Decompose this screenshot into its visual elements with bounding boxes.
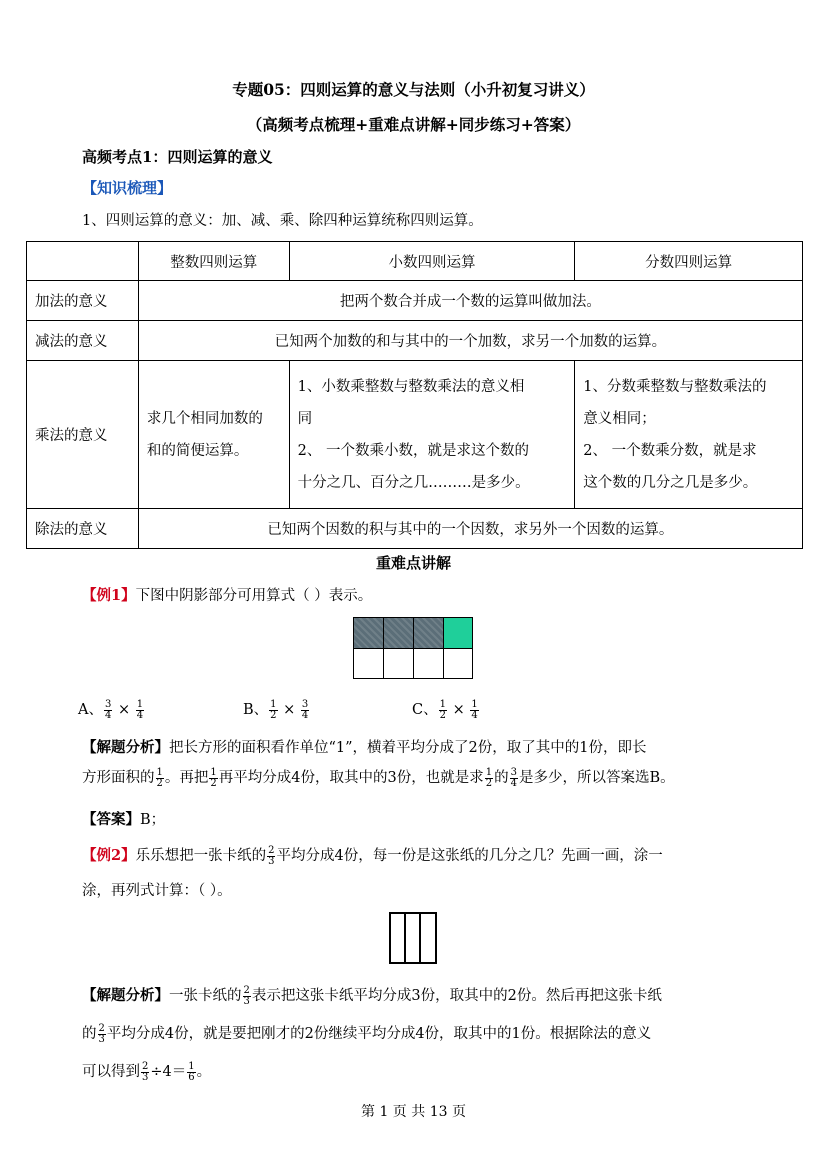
- numerator: 1: [471, 698, 478, 710]
- analysis-text: 的: [82, 1026, 97, 1042]
- question-text: 平均分成4份，每一份是这张纸的几分之几？先画一画，涂一: [276, 848, 663, 864]
- row-text-sub: 已知两个加数的和与其中的一个加数，求另一个加数的运算。: [138, 321, 802, 361]
- mul-fraction-line: 1、分数乘整数与整数乘法的: [583, 378, 767, 395]
- denominator: 2: [210, 777, 217, 789]
- example-1-question: [82, 584, 372, 605]
- mul-fraction-line: 意义相同；: [583, 410, 656, 427]
- mul-fraction-cell: [575, 361, 803, 509]
- mul-integer-line: 和的简便运算。: [146, 442, 249, 459]
- row-label-sub: 减法的意义: [27, 321, 139, 361]
- section-heading-1: 高频考点1：四则运算的意义: [82, 148, 273, 166]
- denominator: 4: [301, 709, 309, 721]
- times-sign: ×: [452, 702, 465, 718]
- numerator: 2: [142, 1060, 149, 1072]
- fraction: [439, 700, 447, 721]
- mul-decimal-line: 十分之几、百分之几………是多少。: [297, 474, 530, 491]
- mul-fraction-line: 2、 一个数乘分数，就是求: [583, 442, 757, 459]
- example-2-analysis-line-2: [82, 1022, 651, 1045]
- option-a: [78, 698, 145, 721]
- analysis-text: 的: [494, 770, 509, 786]
- divider-line: [404, 914, 406, 962]
- option-c: [412, 698, 480, 721]
- example-1-text: 下图中阴影部分可用算式（ ）表示。: [135, 588, 373, 604]
- fraction-two-thirds: [267, 846, 275, 867]
- fraction: [269, 700, 277, 721]
- analysis-text: ÷4＝: [150, 1064, 187, 1080]
- example-1-tag: 【例1】: [82, 587, 136, 604]
- numerator: 1: [270, 698, 277, 710]
- numerator: 2: [243, 984, 250, 996]
- numerator: 1: [188, 1060, 195, 1072]
- answer-text: B；: [140, 812, 166, 828]
- denominator: 4: [104, 709, 112, 721]
- grid-line: [443, 618, 444, 678]
- mul-decimal-line: 2、 一个数乘小数，就是求这个数的: [297, 442, 530, 459]
- fraction-three-quarters: [510, 768, 518, 789]
- analysis-text: 表示把这张卡纸平均分成3份，取其中的2份。然后再把这张卡纸: [251, 988, 662, 1004]
- denominator: 2: [439, 709, 446, 721]
- numerator: 1: [156, 766, 163, 778]
- analysis-tag: 【解题分析】: [82, 987, 169, 1004]
- option-a-label: A、: [78, 702, 103, 718]
- analysis-text: 是多少，所以答案选B。: [518, 770, 675, 786]
- mul-integer-cell: [138, 361, 289, 509]
- fraction-one-sixth: [187, 1062, 195, 1083]
- knowledge-tag: 【知识梳理】: [82, 179, 173, 197]
- numerator: 2: [98, 1022, 105, 1034]
- fraction: [136, 700, 144, 721]
- fraction: [104, 700, 112, 721]
- denominator: 3: [98, 1033, 105, 1045]
- mul-fraction-line: 这个数的几分之几是多少。: [583, 474, 758, 491]
- example-1-analysis-line-2: [82, 766, 675, 789]
- table-header-integer: 整数四则运算: [138, 242, 289, 281]
- example-2-analysis-line-1: [82, 984, 662, 1007]
- numerator: 3: [301, 698, 309, 710]
- row-label-div: 除法的意义: [27, 509, 139, 549]
- analysis-text: 把长方形的面积看作单位“1”，横着平均分成了2份，取了其中的1份，即长: [169, 740, 647, 756]
- mul-integer-line: 求几个相同加数的: [146, 410, 263, 427]
- highlight-cell: [443, 618, 472, 649]
- denominator: 2: [156, 777, 163, 789]
- section-heading-2: 重难点讲解: [375, 554, 451, 572]
- times-sign: ×: [283, 702, 296, 718]
- denominator: 6: [188, 1071, 195, 1083]
- answer-tag: 【答案】: [82, 811, 140, 828]
- option-b-label: B、: [243, 702, 269, 718]
- example-2-analysis-line-3: [82, 1060, 211, 1083]
- option-b: [243, 698, 310, 721]
- table-header-empty: [27, 242, 139, 281]
- mul-decimal-line: 同: [297, 410, 313, 427]
- analysis-text: 一张卡纸的: [169, 988, 242, 1004]
- table-header-fraction: 分数四则运算: [575, 242, 803, 281]
- denominator: 2: [270, 709, 277, 721]
- table-header-decimal: 小数四则运算: [289, 242, 575, 281]
- fraction-half: [156, 768, 164, 789]
- table-row-div: [27, 509, 803, 549]
- numerator: 3: [104, 698, 112, 710]
- grid-line: [383, 618, 384, 678]
- fraction-two-thirds: [98, 1024, 106, 1045]
- grid-line: [413, 618, 414, 678]
- numerator: 1: [485, 766, 493, 778]
- analysis-text: 。再把: [164, 770, 209, 786]
- row-text-add: 把两个数合并成一个数的运算叫做加法。: [138, 281, 802, 321]
- analysis-text: 方形面积的: [82, 770, 155, 786]
- table-row-sub: [27, 321, 803, 361]
- fraction-half: [485, 768, 493, 789]
- numerator: 1: [210, 766, 217, 778]
- denominator: 4: [510, 777, 517, 789]
- intro-text: 1、四则运算的意义：加、减、乘、除四种运算统称四则运算。: [82, 213, 483, 229]
- fraction-two-thirds: [243, 986, 251, 1007]
- example-1-answer: [82, 808, 165, 829]
- row-label-add: 加法的意义: [27, 281, 139, 321]
- row-text-div: 已知两个因数的积与其中的一个因数，求另外一个因数的运算。: [138, 509, 802, 549]
- question-text: 乐乐想把一张卡纸的: [135, 848, 267, 864]
- operations-table: [26, 241, 803, 549]
- denominator: 3: [142, 1071, 149, 1083]
- example-2-question-line-1: [82, 844, 663, 867]
- denominator: 4: [136, 709, 144, 721]
- example-1-figure: [353, 617, 473, 679]
- numerator: 2: [268, 844, 275, 856]
- numerator: 1: [136, 698, 144, 710]
- fraction-two-thirds: [141, 1062, 149, 1083]
- analysis-text: 。: [196, 1064, 212, 1080]
- table-row-add: [27, 281, 803, 321]
- denominator: 2: [485, 777, 493, 789]
- analysis-text: 可以得到: [82, 1064, 140, 1080]
- numerator: 3: [510, 766, 517, 778]
- fraction-half: [209, 768, 217, 789]
- divider-line: [419, 914, 421, 962]
- analysis-tag: 【解题分析】: [82, 739, 169, 756]
- fraction: [470, 700, 478, 721]
- example-1-analysis-line-1: [82, 736, 647, 757]
- analysis-text: 平均分成4份，就是要把刚才的2份继续平均分成4份，取其中的1份。根据除法的意义: [106, 1026, 652, 1042]
- mul-decimal-cell: [289, 361, 575, 509]
- fraction: [301, 700, 309, 721]
- option-c-label: C、: [412, 702, 438, 718]
- page-subtitle: （高频考点梳理+重难点讲解+同步练习+答案）: [246, 115, 581, 134]
- example-2-question-line-2: 涂，再列式计算：（ ）。: [82, 883, 232, 899]
- shaded-region: [354, 618, 443, 649]
- example-2-tag: 【例2】: [82, 847, 136, 864]
- table-header-row: [27, 242, 803, 281]
- row-label-mul: 乘法的意义: [27, 361, 139, 509]
- page-title: 专题05：四则运算的意义与法则（小升初复习讲义）: [232, 80, 595, 99]
- denominator: 3: [268, 855, 275, 867]
- times-sign: ×: [117, 702, 131, 718]
- denominator: 3: [243, 995, 250, 1007]
- page-footer: 第 1 页 共 13 页: [361, 1104, 466, 1120]
- mul-decimal-line: 1、小数乘整数与整数乘法的意义相: [297, 378, 525, 395]
- denominator: 4: [471, 709, 478, 721]
- example-2-figure: [389, 912, 437, 964]
- analysis-text: 再平均分成4份，取其中的3份，也就是求: [218, 770, 484, 786]
- numerator: 1: [439, 698, 446, 710]
- table-row-mul: [27, 361, 803, 509]
